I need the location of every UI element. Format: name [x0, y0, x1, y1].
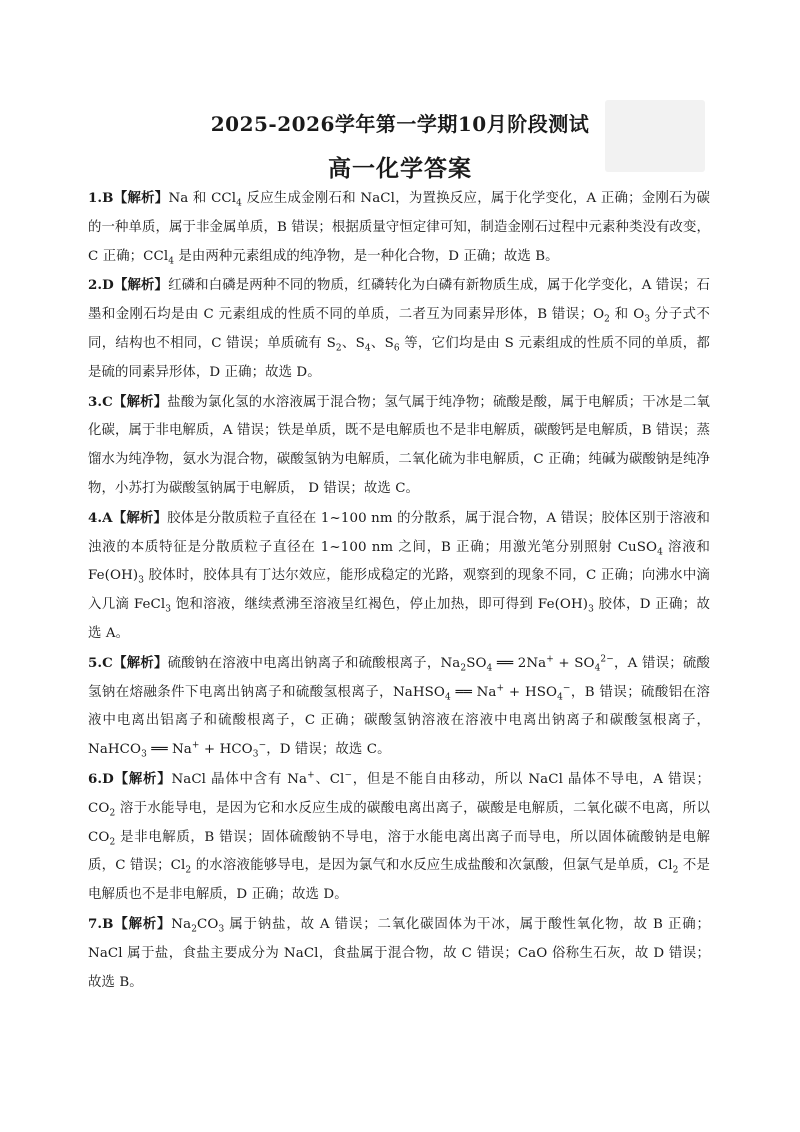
answer-item — [88, 504, 710, 649]
answer-text: 红磷和白磷是两种不同的物质，红磷转化为白磷有新物质生成，属于化学变化，A 错误；石墨和金刚石均是由 C 元素组成的性质不同的单质，二者互为同素异形体，B 错误；$O_2$ 和 $O_3$ 分子式不同，结构也不相同，C 错误；单质硫有 $S_2$、$S_4$、$S_6$ 等，它们均是由 S 元素组成的性质不同的单质，都是硫的同素异形体，D 正确；故选 D。 — [88, 278, 710, 380]
page-subtitle: 高一化学答案 — [328, 155, 472, 182]
analysis-tag: 【解析】 — [113, 277, 169, 294]
answer-number: 5.C — [88, 654, 113, 671]
answer-text: 硫酸钠在溶液中电离出钠离子和硫酸根离子，$Na_2SO_4$ ══ $2Na^+ + SO_4^{2-}$，A 错误；硫酸氢钠在熔融条件下电离出钠离子和硫酸氢根离子，NaHSO$_4$ ══ $Na^+ + HSO_4^-$，B 错误；硫酸铝在溶液中电离出铝离子和硫酸根离子，C 正确；碳酸氢钠溶液在溶液中电离出钠离子和碳酸氢根离子，NaHCO$_3$ ══ $Na^+ + HCO_3^-$，D 错误；故选 C。 — [88, 654, 710, 760]
answer-number: 4.A — [88, 509, 113, 526]
answer-number: 3.C — [88, 393, 113, 410]
answer-text: $Na_2CO_3$ 属于钠盐，故 A 错误；二氧化碳固体为干冰，属于酸性氧化物，故 B 正确；NaCl 属于盐，食盐主要成分为 NaCl，食盐属于混合物，故 C 错误；CaO 俗称生石灰，故 D 错误；故选 B。 — [88, 916, 711, 990]
answer-text: NaCl 晶体中含有 Na+、Cl−，但是不能自由移动，所以 NaCl 晶体不导电，A 错误；$CO_2$ 溶于水能导电，是因为它和水反应生成的碳酸电离出离子，碳酸是电解质，二氧化碳不电离，所以 $CO_2$ 是非电解质，B 错误；固体硫酸钠不导电，溶于水能电离出离子而导电，所以固体硫酸钠是电解质，C 错误；$Cl_2$ 的水溶液能够导电，是因为氯气和水反应生成盐酸和次氯酸，但氯气是单质，$Cl_2$ 不是电解质也不是非电解质，D 正确；故选 D。 — [88, 770, 710, 903]
answer-number: 1.B — [88, 190, 114, 206]
answer-number: 6.D — [88, 770, 114, 787]
answer-list — [88, 184, 710, 997]
answer-number: 2.D — [88, 277, 114, 294]
answer-item — [88, 765, 710, 910]
answer-item — [88, 649, 710, 765]
answer-number: 7.B — [88, 915, 114, 932]
answer-text: 胶体是分散质粒子直径在 1~100 nm 的分散系，属于混合物，A 错误；胶体区别于溶液和浊液的本质特征是分散质粒子直径在 1~100 nm 之间，B 正确；用激光笔分别照射 CuSO$_4$ 溶液和 $Fe(OH)_3$ 胶体时，胶体具有丁达尔效应，能形成稳定的光路，观察到的现象不同，C 正确；向沸水中滴入几滴 FeCl$_3$ 饱和溶液，继续煮沸至溶液呈红褐色，停止加热，即可得到 $Fe(OH)_3$ 胶体，D 正确；故选 A。 — [88, 510, 711, 641]
analysis-tag: 【解析】 — [112, 393, 168, 410]
answer-text: Na 和 CCl$_4$ 反应生成金刚石和 NaCl，为置换反应，属于化学变化，A 正确；金刚石为碳的一种单质，属于非金属单质，B 错误；根据质量守恒定律可知，制造金刚石过程中元素种类没有改变，C 正确；CCl$_4$ 是由两种元素组成的纯净物，是一种化合物，D 正确；故选 B。 — [88, 191, 710, 267]
analysis-tag: 【解析】 — [113, 190, 169, 206]
answer-item — [88, 910, 710, 997]
answer-item — [88, 271, 710, 387]
analysis-tag: 【解析】 — [112, 654, 168, 671]
answer-text: 盐酸为氯化氢的水溶液属于混合物；氢气属于纯净物；硫酸是酸，属于电解质；干冰是二氧化碳，属于非电解质，A 错误；铁是单质，既不是电解质也不是非电解质，碳酸钙是电解质，B 错误；蒸馏水为纯净物，氨水为混合物，碳酸氢钠为电解质，二氧化硫为非电解质，C 正确；纯碱为碳酸钠是纯净物，小苏打为碳酸氢钠属于电解质， D 错误；故选 C。 — [88, 394, 711, 496]
page-title: 2025-2026学年第一学期10月阶段测试 — [210, 112, 590, 136]
analysis-tag: 【解析】 — [113, 915, 172, 932]
answer-item — [88, 184, 710, 271]
analysis-tag: 【解析】 — [112, 509, 168, 526]
answer-item — [88, 388, 710, 504]
analysis-tag: 【解析】 — [113, 770, 172, 787]
